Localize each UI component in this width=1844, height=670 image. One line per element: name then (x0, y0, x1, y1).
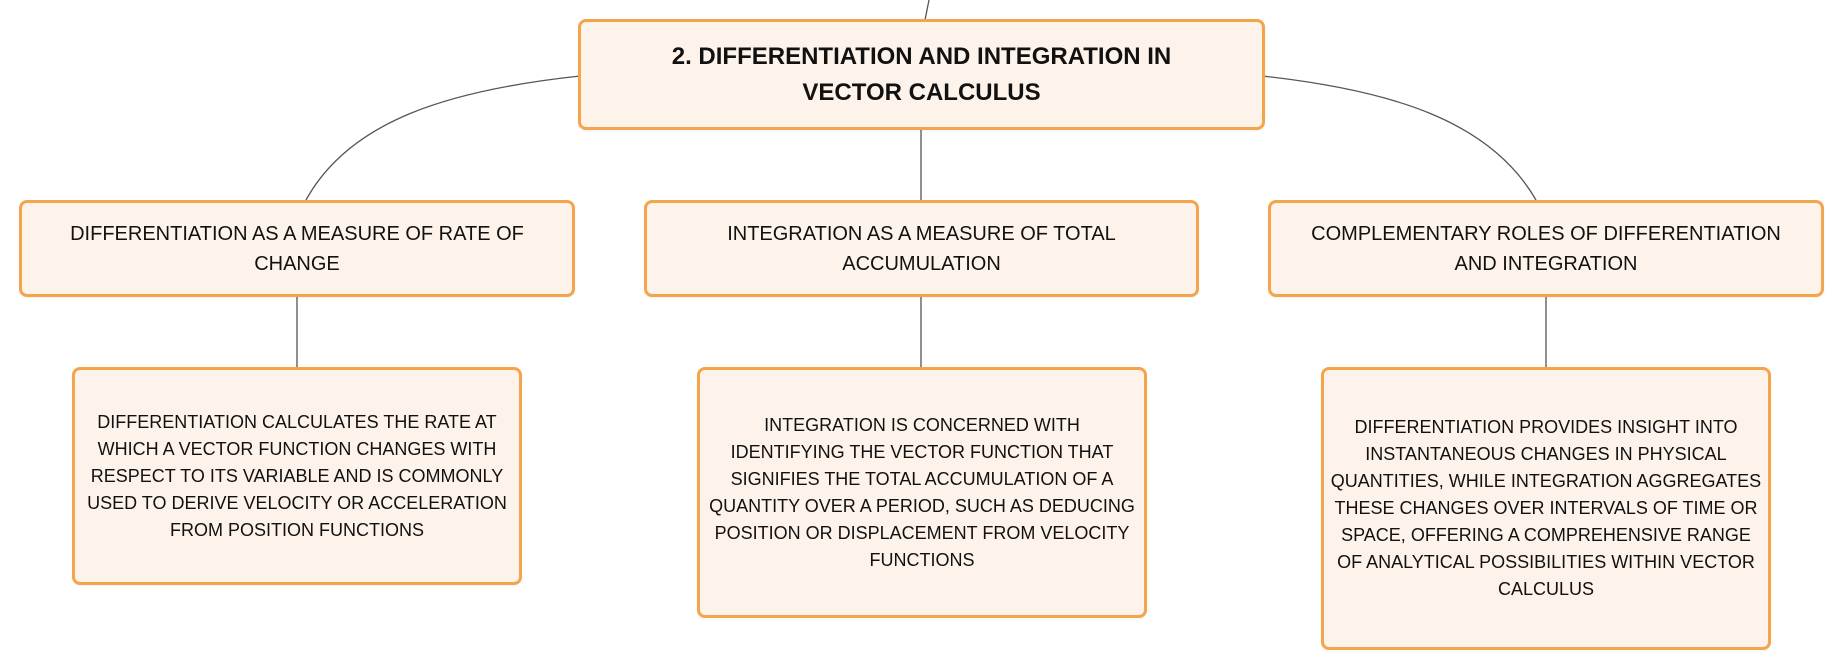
detail-node-text: DIFFERENTIATION CALCULATES THE RATE AT WHICH A VECTOR FUNCTION CHANGES WITH RESPECT TO ITS VARIABLE AND IS COMMONLY USED TO DERIVE VELOCITY OR ACCELERATION FROM POSITION FUNCTIONS (87, 411, 507, 540)
detail-node-integration[interactable] (697, 367, 1147, 618)
connector-root-to-branch-3 (1262, 76, 1536, 200)
detail-node-text: INTEGRATION IS CONCERNED WITH IDENTIFYING THE VECTOR FUNCTION THAT SIGNIFIES THE TOTAL ACCUMULATION OF A QUANTITY OVER A PERIOD, SUCH AS DEDUCING POSITION OR DISPLACEMENT FROM VELOCITY FUNCTIONS (709, 414, 1135, 570)
branch-node-label: DIFFERENTIATION AS A MEASURE OF RATE OF CHANGE (70, 222, 524, 275)
detail-node-differentiation[interactable] (72, 367, 522, 585)
branch-node-differentiation[interactable] (19, 200, 575, 297)
detail-node-complementary-roles[interactable] (1321, 367, 1771, 650)
root-node[interactable] (578, 19, 1265, 130)
branch-node-integration[interactable] (644, 200, 1199, 297)
branch-node-label: COMPLEMENTARY ROLES OF DIFFERENTIATION AND INTEGRATION (1311, 222, 1781, 275)
branch-node-label: INTEGRATION AS A MEASURE OF TOTAL ACCUMULATION (727, 222, 1116, 275)
root-node-label: 2. DIFFERENTIATION AND INTEGRATION IN VECTOR CALCULUS (671, 42, 1172, 106)
connector-root-to-branch-1 (306, 76, 580, 200)
branch-node-complementary-roles[interactable] (1268, 200, 1824, 297)
detail-node-text: DIFFERENTIATION PROVIDES INSIGHT INTO INSTANTANEOUS CHANGES IN PHYSICAL QUANTITIES, WHILE INTEGRATION AGGREGATES THESE CHANGES OVER INTERVALS OF TIME OR SPACE, OFFERING A COMPREHENSIVE RANGE OF ANALYTICAL POSSIBILITIES WITHIN VECTOR CALCULUS (1330, 417, 1762, 599)
connector-parent-to-root (925, 0, 929, 20)
